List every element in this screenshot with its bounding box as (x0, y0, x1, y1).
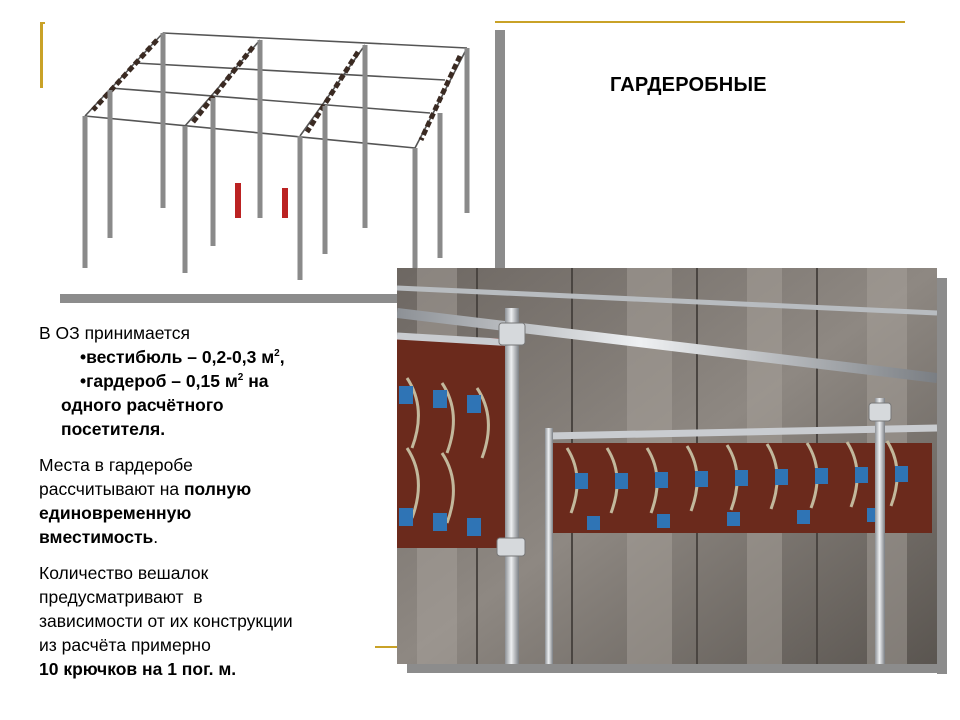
wardrobe-frame-drawing (45, 18, 495, 290)
slide-title: ГАРДЕРОБНЫЕ (610, 74, 767, 96)
para2-line4: из расчёта примерно (39, 635, 211, 655)
para1-line1: Места в гардеробе (39, 455, 193, 475)
para1-line2-bold: полную (183, 479, 252, 499)
bullet-cloakroom-sup: 2 (237, 372, 244, 384)
para2-line1: Количество вешалок (39, 563, 209, 583)
bullet-cloakroom (80, 370, 269, 392)
bullet-vestibule-sup: 2 (274, 348, 280, 360)
intro-text: В ОЗ принимается (39, 323, 190, 343)
photo-shadow-bottom (407, 664, 947, 673)
bullet-cloakroom-line3: посетителя. (61, 419, 166, 439)
wardrobe-frame-drawing-icon (45, 18, 495, 290)
para1-line4 (39, 526, 158, 548)
para2-line3: зависимости от их конструкции (39, 611, 293, 631)
bullet-vestibule (80, 346, 285, 368)
para2-line2: предусматривают в (39, 587, 203, 607)
para2-line5: 10 крючков на 1 пог. м. (39, 659, 237, 679)
para1-line2-plain: рассчитывают на (39, 479, 184, 499)
bullet-vestibule-tail: , (279, 347, 285, 367)
para1-line3: единовременную (39, 503, 192, 523)
photo-shadow-right (937, 278, 947, 674)
wardrobe-rack-photo (397, 268, 937, 664)
bullet-cloakroom-tail: на (243, 371, 269, 391)
decor-line-top-left-vertical (40, 22, 43, 88)
wardrobe-rack-photo-icon (397, 268, 937, 664)
para1-line4-bold: вместимость (39, 527, 154, 547)
bullet-cloakroom-label: гардероб – 0,15 м (86, 371, 238, 391)
bullet-mark: • (80, 371, 87, 391)
bullet-vestibule-label: вестибюль – 0,2-0,3 м (86, 347, 275, 367)
drawing-shadow-right (495, 30, 505, 302)
para1-line4-tail: . (153, 527, 159, 547)
bullet-mark: • (80, 347, 87, 367)
para1-line2 (39, 478, 251, 500)
decor-line-top-right (495, 21, 905, 23)
bullet-cloakroom-line2: одного расчётного (61, 395, 224, 415)
